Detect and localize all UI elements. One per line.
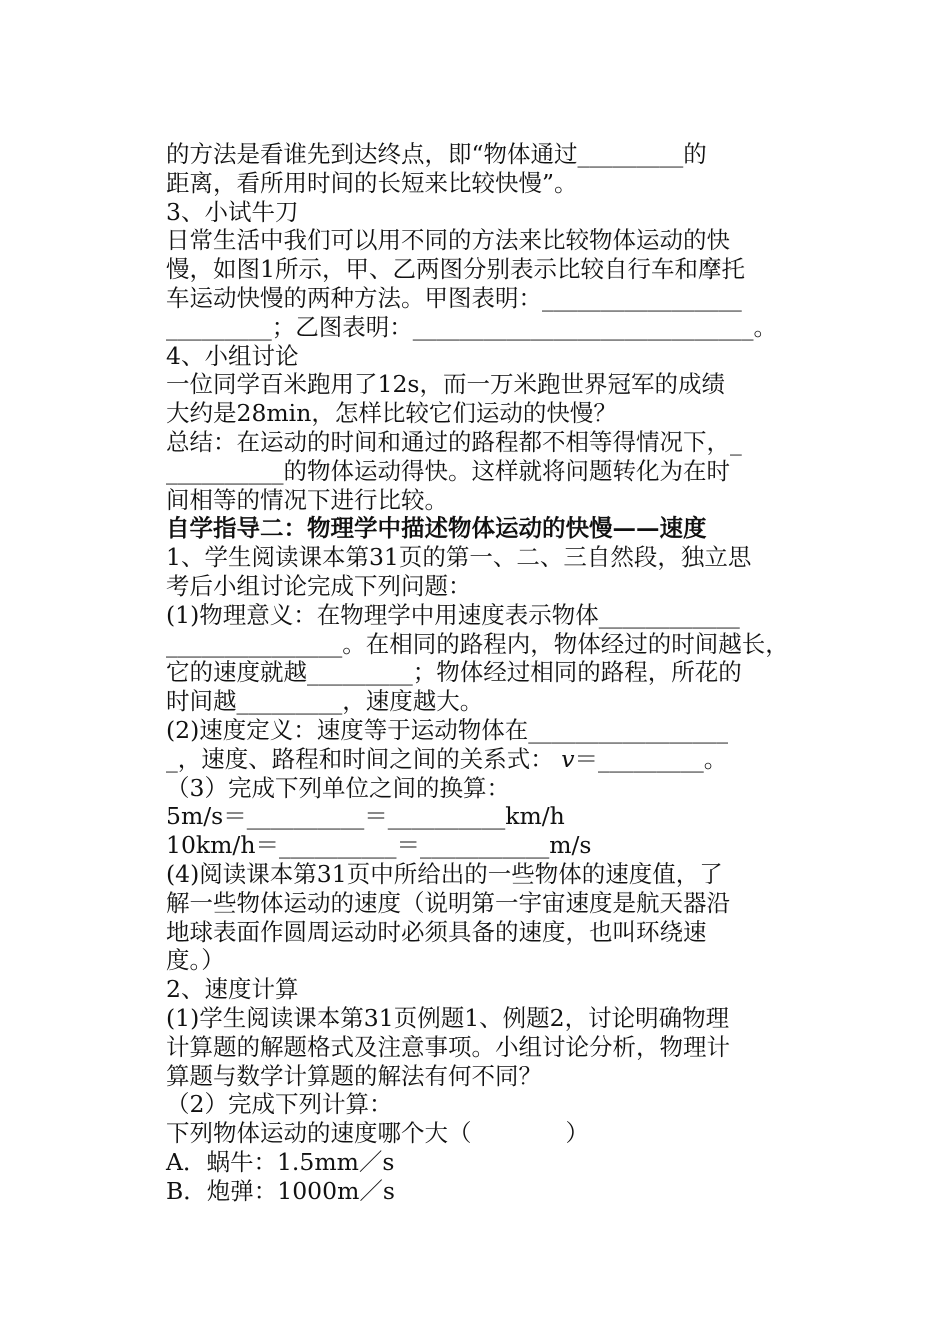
formula-line: [166, 745, 796, 774]
text-line: (4)阅读课本第31页中所给出的一些物体的速度值，了: [166, 859, 723, 888]
text-line: 时间越_________，速度越大。: [166, 687, 484, 716]
text-line: 间相等的情况下进行比较。: [166, 485, 448, 514]
option-a: A．蜗牛：1.5mm／s: [166, 1147, 395, 1176]
guide-two-heading: 自学指导二：物理学中描述物体运动的快慢——速度: [166, 514, 707, 543]
text-line: 一位同学百米跑用了12s，而一万米跑世界冠军的成绩: [166, 370, 725, 399]
text-line: 总结：在运动的时间和通过的路程都不相等得情况下，_: [166, 427, 742, 456]
text-line: (2)速度定义：速度等于运动物体在_________________: [166, 715, 729, 744]
question-line: 下列物体运动的速度哪个大（ ）: [166, 1119, 589, 1148]
text-line: __________的物体运动得快。这样就将问题转化为在时: [166, 456, 730, 485]
text-line: 慢，如图1所示，甲、乙两图分别表示比较自行车和摩托: [166, 255, 745, 284]
text-line: 解一些物体运动的速度（说明第一宇宙速度是航天器沿: [166, 888, 730, 917]
text-line: 日常生活中我们可以用不同的方法来比较物体运动的快: [166, 226, 730, 255]
text-line: 计算题的解题格式及注意事项。小组讨论分析，物理计: [166, 1032, 730, 1061]
text-line: 车运动快慢的两种方法。甲图表明：_________________: [166, 283, 742, 312]
text-line: 大约是28min，怎样比较它们运动的快慢？: [166, 399, 617, 428]
document-page: [166, 140, 796, 1205]
text-line: 考后小组讨论完成下列问题：: [166, 571, 472, 600]
conversion-line: 5m/s＝__________＝__________km/h: [166, 802, 565, 831]
formula-blank: ＝_________。: [574, 744, 728, 773]
option-b: B．炮弹：1000m／s: [166, 1176, 395, 1205]
text-line: 距离，看所用时间的长短来比较快慢”。: [166, 168, 578, 197]
section-heading: 4、小组讨论: [166, 341, 299, 370]
formula-intro: _，速度、路程和时间之间的关系式：: [166, 744, 554, 773]
velocity-symbol: v: [561, 744, 575, 773]
conversion-line: 10km/h＝__________＝___________m/s: [166, 831, 592, 860]
text-line: 1、学生阅读课本第31页的第一、二、三自然段，独立思: [166, 543, 752, 572]
text-line: (1)物理意义：在物理学中用速度表示物体____________: [166, 600, 740, 629]
section-heading: 3、小试牛刀: [166, 197, 299, 226]
text-line: （2）完成下列计算：: [166, 1090, 393, 1119]
text-line: （3）完成下列单位之间的换算：: [166, 773, 510, 802]
section-heading: 2、速度计算: [166, 975, 299, 1004]
text-line: 它的速度就越_________；物体经过相同的路程，所花的: [166, 658, 742, 687]
text-line: _______________。在相同的路程内，物体经过的时间越长，: [166, 629, 789, 658]
text-line: 度。）: [166, 946, 225, 975]
text-line: _________；乙图表明：_____________________________。: [166, 312, 777, 341]
text-line: 的方法是看谁先到达终点，即“物体通过_________的: [166, 140, 707, 168]
text-line: 地球表面作圆周运动时必须具备的速度，也叫环绕速: [166, 917, 707, 946]
text-line: (1)学生阅读课本第31页例题1、例题2，讨论明确物理: [166, 1003, 730, 1032]
text-line: 算题与数学计算题的解法有何不同？: [166, 1061, 542, 1090]
